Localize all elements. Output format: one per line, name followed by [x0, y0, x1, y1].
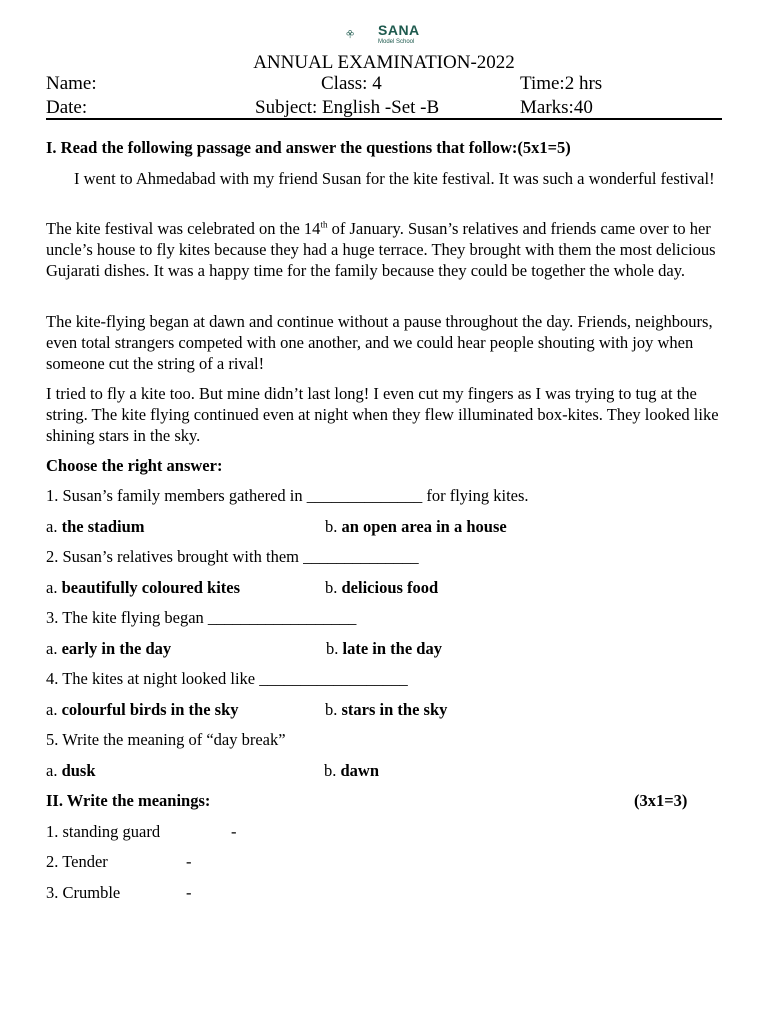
option-text: an open area in a house — [341, 517, 507, 536]
class-label: Class: 4 — [321, 73, 382, 94]
school-logo — [346, 17, 376, 51]
option-prefix: a. — [46, 639, 62, 658]
option-3a — [46, 638, 171, 659]
marks-label: Marks:40 — [520, 97, 593, 118]
option-1b — [325, 516, 507, 537]
option-5b — [324, 760, 379, 781]
option-prefix: a. — [46, 700, 62, 719]
option-prefix: a. — [46, 578, 62, 597]
time-label: Time:2 hrs — [520, 73, 603, 94]
logo-tagline: Model School — [378, 39, 415, 45]
option-text: dawn — [340, 761, 380, 780]
meaning-item-3: 3. Crumble — [46, 883, 121, 902]
passage-paragraph-2-start: The kite festival was celebrated on the 14 — [46, 219, 321, 238]
option-1a — [46, 516, 145, 537]
option-4b — [325, 699, 447, 720]
option-prefix: b. — [324, 761, 341, 780]
option-text: delicious food — [341, 578, 439, 597]
option-text: the stadium — [61, 517, 145, 536]
question-3: 3. The kite flying began __________________ — [46, 608, 357, 627]
question-4: 4. The kites at night looked like __________________ — [46, 669, 408, 688]
option-3b — [326, 638, 442, 659]
section2-heading: II. Write the meanings: — [46, 791, 211, 810]
meaning-dash-1: - — [231, 822, 237, 841]
meaning-dash-3: - — [186, 883, 192, 902]
header-rule — [46, 118, 722, 120]
meaning-dash-2: - — [186, 852, 192, 871]
option-prefix: b. — [325, 578, 342, 597]
option-prefix: a. — [46, 517, 62, 536]
question-1: 1. Susan’s family members gathered in ______________ for flying kites. — [46, 486, 529, 505]
subject-label: Subject: English -Set -B — [255, 97, 440, 118]
meaning-item-1: 1. standing guard — [46, 822, 161, 841]
date-label: Date: — [46, 97, 88, 118]
option-text: early in the day — [61, 639, 172, 658]
name-label: Name: — [46, 73, 97, 94]
choose-heading: Choose the right answer: — [46, 456, 223, 475]
option-text: late in the day — [342, 639, 442, 658]
option-text: stars in the sky — [341, 700, 448, 719]
option-2a — [46, 577, 240, 598]
option-text: dusk — [61, 761, 96, 780]
option-2b — [325, 577, 438, 598]
passage-paragraph-4: I tried to fly a kite too. But mine didn’t last long! I even cut my fingers as I was trying to tug at the string. The kite flying continued even at night when they flew illuminated box-kites. They looked like shining stars in the sky. — [46, 384, 719, 445]
option-prefix: b. — [325, 700, 342, 719]
exam-title: ANNUAL EXAMINATION-2022 — [253, 52, 515, 73]
ordinal-suffix: th — [320, 219, 328, 230]
logo-name: SANA — [378, 22, 420, 38]
option-prefix: b. — [325, 517, 342, 536]
section1-heading: I. Read the following passage and answer the questions that follow:(5x1=5) — [46, 138, 571, 157]
option-prefix: b. — [326, 639, 343, 658]
option-text: colourful birds in the sky — [61, 700, 239, 719]
passage-paragraph-1: I went to Ahmedabad with my friend Susan for the kite festival. It was such a wonderful festival! — [74, 169, 715, 188]
meaning-item-2: 2. Tender — [46, 852, 108, 871]
option-prefix: a. — [46, 761, 62, 780]
option-5a — [46, 760, 96, 781]
passage-paragraph-2 — [46, 218, 722, 281]
question-2: 2. Susan’s relatives brought with them ______________ — [46, 547, 419, 566]
passage-paragraph-2-rest: of January. Susan’s relatives and friends came over to her uncle’s house to fly kites because they had a huge terrace. They brought with them the most delicious Gujarati dishes. It was a happy time for the family because they could be together the whole day. — [46, 219, 716, 280]
passage-paragraph-3: The kite-flying began at dawn and continue without a pause throughout the day. Friends, neighbours, even total strangers competed with one another, and we could hear people shouting with joy when someone cut the string of a rival! — [46, 312, 713, 373]
section2-marks: (3x1=3) — [634, 791, 688, 810]
question-5: 5. Write the meaning of “day break” — [46, 730, 286, 749]
option-text: beautifully coloured kites — [61, 578, 241, 597]
option-4a — [46, 699, 239, 720]
